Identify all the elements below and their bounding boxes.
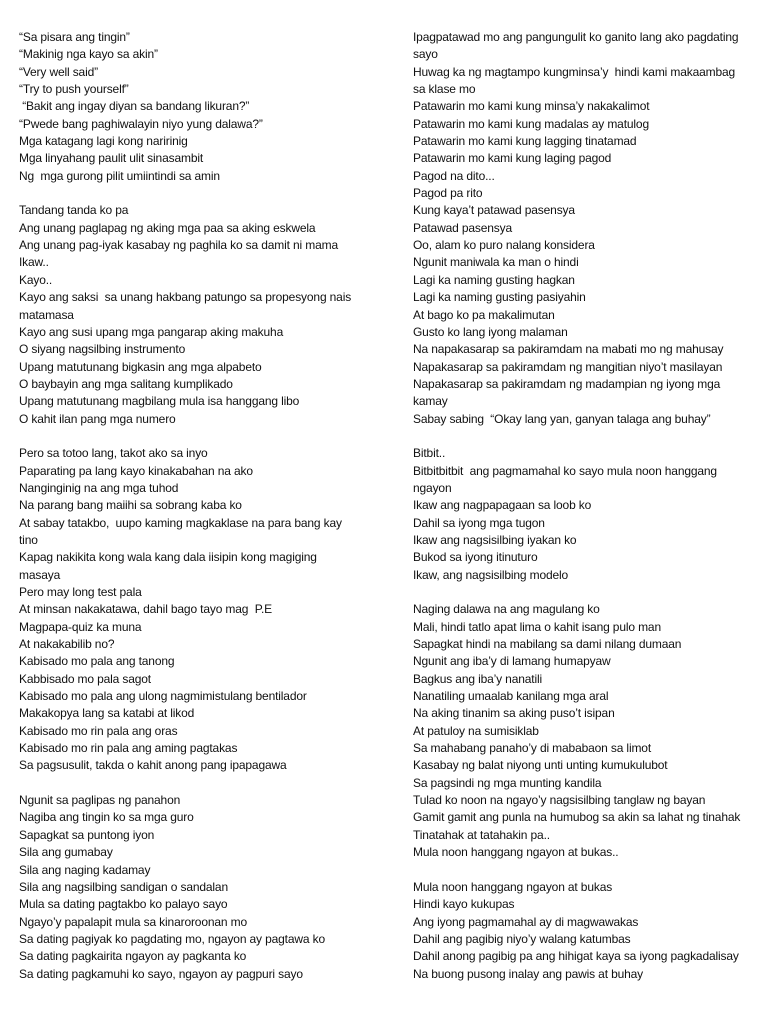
poem-line: Kung kaya’t patawad pasensya (413, 203, 575, 218)
poem-line: Sila ang nagsilbing sandigan o sandalan (19, 879, 228, 894)
poem-line: “Sa pisara ang tingin” (19, 30, 130, 44)
poem-line: Bitbitbitbit ang pagmamahal ko sayo mula noon hanggang (413, 463, 717, 478)
poem-line: Kabisado mo pala ang tanong (19, 654, 175, 669)
poem-line: Mula noon hanggang ngayon at bukas.. (413, 845, 619, 860)
poem-line: Ang unang paglapag ng aking mga paa sa aking eskwela (19, 220, 316, 235)
poem-line: “Try to push yourself” (19, 82, 129, 97)
poem-line: Naging dalawa na ang magulang ko (413, 602, 600, 617)
poem-line: Upang matutunang magbilang mula isa hanggang libo (19, 394, 300, 409)
poem-line: Patawarin mo kami kung madalas ay matulog (413, 116, 649, 131)
poem-line: Tandang tanda ko pa (19, 203, 129, 218)
poem-line: Hindi kayo kukupas (413, 897, 515, 912)
poem-line: Tinatahak at tatahakin pa.. (413, 827, 550, 842)
poem-line: Sa dating pagkamuhi ko sayo, ngayon ay pagpuri sayo (19, 966, 303, 981)
poem-line: O baybayin ang mga salitang kumplikado (19, 376, 233, 391)
poem-line: Ngunit maniwala ka man o hindi (413, 255, 579, 270)
poem-line: Kabisado mo rin pala ang aming pagtakas (19, 741, 238, 756)
poem-line: ngayon (413, 480, 452, 495)
poem-line: Sa dating pagiyak ko pagdating mo, ngayon ay pagtawa ko (19, 931, 325, 946)
poem-line: Bagkus ang iba’y nanatili (413, 671, 543, 686)
poem-line: Patawarin mo kami kung minsa’y nakakalimot (413, 99, 650, 114)
poem-line: Sapagkat hindi na mabilang sa dami nilang dumaan (413, 637, 682, 652)
poem-line: Ngunit sa paglipas ng panahon (19, 793, 181, 808)
poem-line: Pero may long test pala (19, 585, 142, 599)
poem-line: Kabisado mo rin pala ang oras (19, 723, 178, 738)
poem-line: At patuloy na sumisiklab (413, 723, 539, 738)
poem-line: Kayo ang susi upang mga pangarap aking makuha (19, 324, 284, 339)
poem-line: masaya (19, 567, 61, 582)
poem-line: Mula sa dating pagtakbo ko palayo sayo (19, 897, 228, 912)
poem-line: sayo (413, 47, 438, 62)
poem-line: “Makinig nga kayo sa akin” (19, 47, 158, 62)
poem-line: Ang unang pag-iyak kasabay ng paghila ko sa damit ni mama (19, 238, 338, 253)
poem-line: Kayo ang saksi sa unang hakbang patungo sa propesyong nais (19, 290, 352, 305)
poem-line: Na buong pusong inalay ang pawis at buhay (413, 966, 644, 981)
poem-line: At nakakabilib no? (19, 637, 115, 652)
poem-line: Gamit gamit ang punla na humubog sa akin sa lahat ng tinahak (413, 810, 741, 825)
poem-line: Sa dating pagkairita ngayon ay pagkanta ko (19, 949, 247, 964)
poem-line: Mga katagang lagi kong naririnig (19, 134, 188, 149)
poem-line: Na parang bang maiihi sa sobrang kaba ko (19, 498, 242, 513)
poem-line: Ng mga gurong pilit umiintindi sa amin (19, 168, 220, 183)
poem-line: Dahil anong pagibig pa ang hihigat kaya sa iyong pagkadalisay (413, 949, 739, 964)
poem-column-left (19, 29, 379, 983)
poem-line: At bago ko pa makalimutan (413, 307, 555, 322)
poem-line: Ikaw.. (19, 255, 49, 270)
poem-line: Kabbisado mo pala sagot (19, 671, 151, 686)
stanza (413, 445, 763, 584)
poem-line: Napakasarap sa pakiramdam ng madampian ng iyong mga (413, 376, 721, 391)
poem-line: tino (19, 532, 38, 547)
poem-line: Ikaw ang nagsisilbing iyakan ko (413, 532, 577, 547)
poem-line: “Bakit ang ingay diyan sa bandang likuran?” (19, 99, 250, 114)
poem-line: sa klase mo (413, 82, 476, 97)
stanza (19, 29, 379, 185)
poem-line: Patawad pasensya (413, 220, 513, 235)
poem-line: kamay (413, 394, 448, 409)
stanza (19, 445, 379, 775)
poem-line: Mali, hindi tatlo apat lima o kahit isang pulo man (413, 619, 661, 634)
poem-line: Patawarin mo kami kung laging pagod (413, 151, 612, 166)
poem-line: Mga linyahang paulit ulit sinasambit (19, 151, 204, 166)
poem-line: Nanginginig na ang mga tuhod (19, 480, 179, 495)
poem-line: Sa mahabang panaho’y di mababaon sa limot (413, 741, 652, 756)
poem-line: Oo, alam ko puro nalang konsidera (413, 238, 595, 253)
poem-line: Ngunit ang iba’y di lamang humapyaw (413, 654, 611, 669)
poem-line: Paparating pa lang kayo kinakabahan na ako (19, 463, 253, 478)
poem-line: Ikaw ang nagpapagaan sa loob ko (413, 498, 592, 513)
poem-line: Sabay sabing “Okay lang yan, ganyan talaga ang buhay” (413, 411, 711, 426)
poem-line: Na aking tinanim sa aking puso’t isipan (413, 706, 615, 721)
poem-line: “Very well said” (19, 64, 98, 79)
poem-line: Huwag ka ng magtampo kungminsa’y hindi kami makaambag (413, 64, 736, 79)
poem-line: Tulad ko noon na ngayo’y nagsisilbing tanglaw ng bayan (413, 793, 706, 808)
poem-line: At minsan nakakatawa, dahil bago tayo mag P.E (19, 602, 273, 617)
poem-line: Lagi ka naming gusting hagkan (413, 272, 575, 287)
poem-line: Sapagkat sa puntong iyon (19, 827, 155, 842)
poem-line: Mula noon hanggang ngayon at bukas (413, 879, 613, 894)
poem-line: Kapag nakikita kong wala kang dala iisipin kong magiging (19, 550, 317, 565)
poem-line: Lagi ka naming gusting pasiyahin (413, 290, 586, 305)
poem-line: Gusto ko lang iyong malaman (413, 324, 568, 339)
poem-line: Pagod pa rito (413, 186, 483, 201)
stanza (19, 792, 379, 983)
poem-line: At sabay tatakbo, uupo kaming magkaklase na para bang kay (19, 515, 342, 530)
poem-line: matamasa (19, 307, 74, 322)
poem-line: Upang matutunang bigkasin ang mga alpabeto (19, 359, 262, 374)
poem-line: Nagiba ang tingin ko sa mga guro (19, 810, 194, 825)
poem-line: Kasabay ng balat niyong unti unting kumukulubot (413, 758, 668, 773)
poem-line: Kayo.. (19, 272, 53, 287)
poem-line: Bukod sa iyong itinuturo (413, 550, 538, 565)
poem-line: Sila ang gumabay (19, 845, 113, 860)
poem-line: Napakasarap sa pakiramdam ng mangitian niyo’t masilayan (413, 359, 723, 374)
poem-line: Pagod na dito... (413, 168, 495, 183)
poem-line: “Pwede bang paghiwalayin niyo yung dalawa?” (19, 116, 263, 131)
poem-line: Sa pagsindi ng mga munting kandila (413, 775, 602, 790)
poem-line: Dahil sa iyong mga tugon (413, 515, 545, 530)
poem-line: Sila ang naging kadamay (19, 862, 151, 877)
poem-line: Ikaw, ang nagsisilbing modelo (413, 567, 569, 582)
poem-line: Dahil ang pagibig niyo’y walang katumbas (413, 931, 631, 946)
poem-line: Ang iyong pagmamahal ay di magwawakas (413, 914, 639, 929)
poem-line: Magpapa-quiz ka muna (19, 619, 142, 634)
poem-line: O siyang nagsilbing instrumento (19, 342, 186, 357)
poem-line: Na napakasarap sa pakiramdam na mabati mo ng mahusay (413, 342, 724, 357)
poem-line: Ipagpatawad mo ang pangungulit ko ganito lang ako pagdating (413, 30, 739, 44)
poem-column-right (413, 29, 763, 983)
poem-line: Bitbit.. (413, 446, 446, 461)
poem-line: Kabisado mo pala ang ulong nagmimistulang bentilador (19, 689, 307, 704)
stanza (413, 601, 763, 861)
poem-line: Makakopya lang sa katabi at likod (19, 706, 195, 721)
stanza (413, 879, 763, 983)
stanza (413, 29, 763, 428)
poem-line: Nanatiling umaalab kanilang mga aral (413, 689, 609, 704)
poem-line: O kahit ilan pang mga numero (19, 411, 176, 426)
poem-line: Pero sa totoo lang, takot ako sa inyo (19, 446, 208, 461)
stanza (19, 202, 379, 427)
poem-line: Sa pagsusulit, takda o kahit anong pang ipapagawa (19, 758, 287, 773)
poem-line: Ngayo’y papalapit mula sa kinaroroonan mo (19, 914, 247, 929)
poem-line: Patawarin mo kami kung lagging tinatamad (413, 134, 637, 149)
